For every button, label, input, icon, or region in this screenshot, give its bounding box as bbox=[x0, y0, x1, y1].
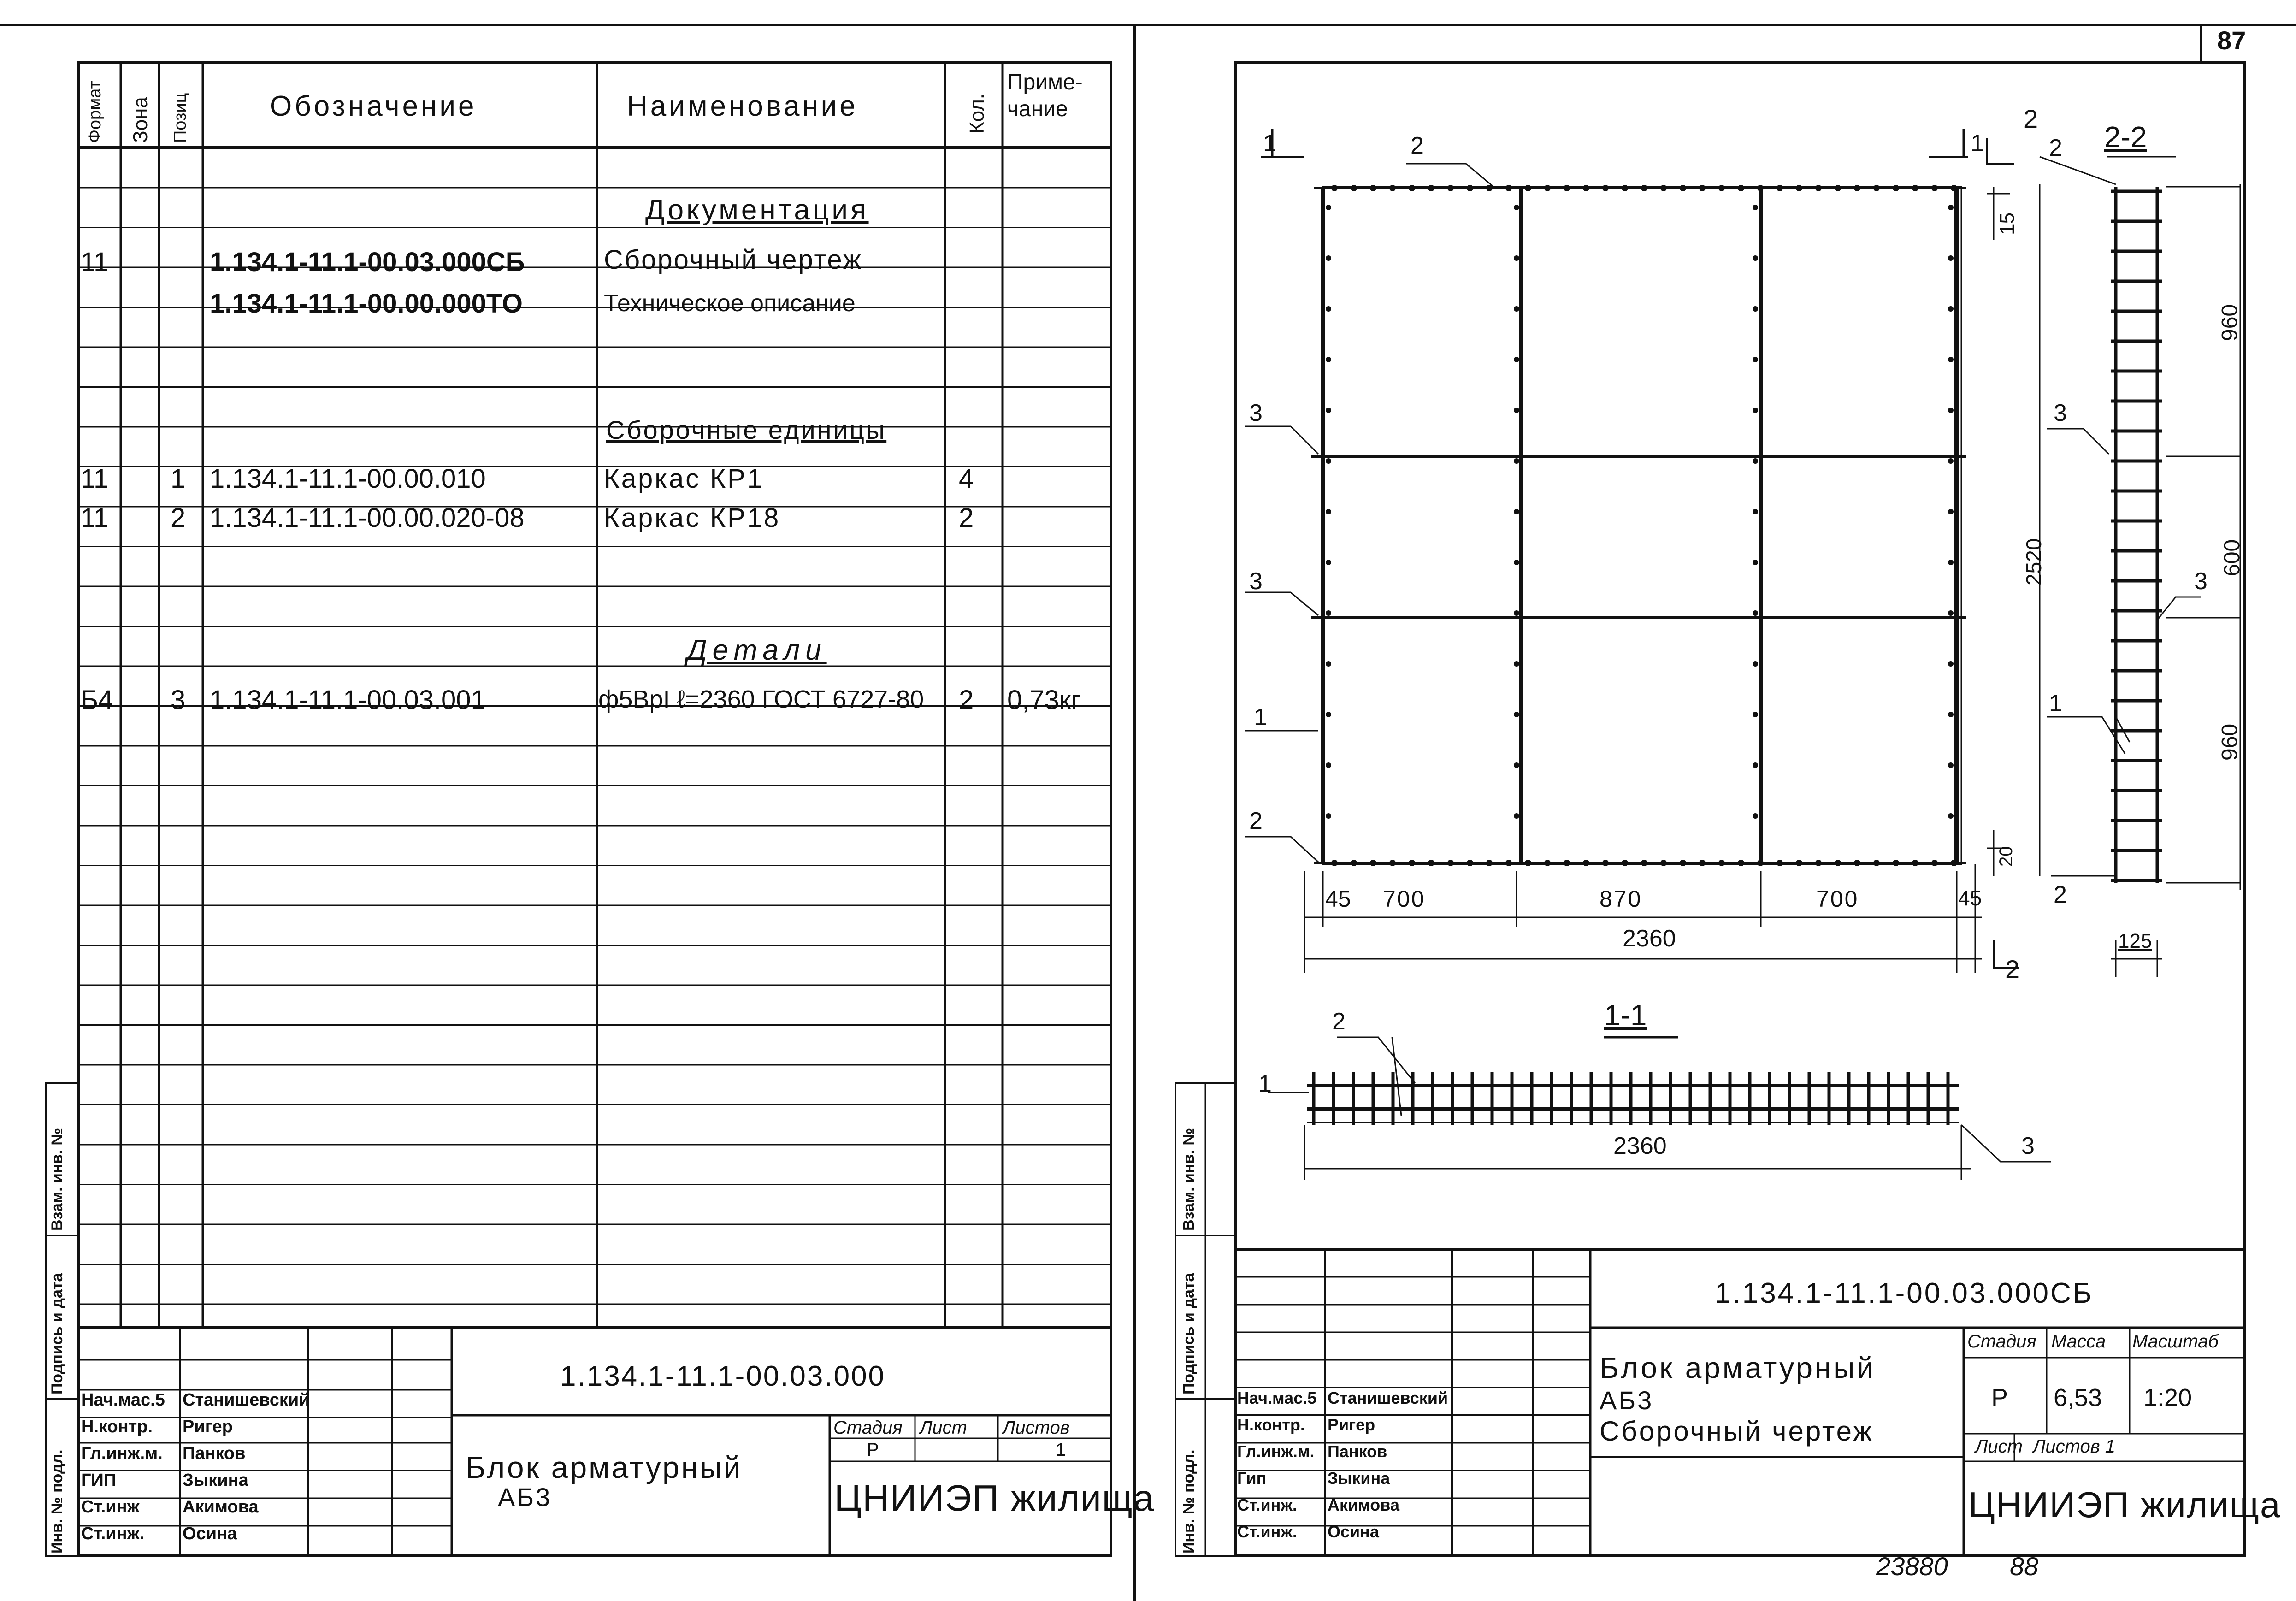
rebar-dot bbox=[1753, 712, 1758, 717]
rebar-dot bbox=[1718, 860, 1725, 866]
section-documentation: Документация bbox=[645, 194, 869, 226]
header-designation: Обозначение bbox=[270, 90, 477, 122]
rebar-dot bbox=[1514, 255, 1519, 261]
rebar-dot bbox=[1331, 860, 1338, 866]
rebar-dot bbox=[1753, 762, 1758, 768]
rebar-dot bbox=[1514, 205, 1519, 210]
rebar-dot bbox=[1777, 185, 1783, 191]
section-assembly-units: Сборочные единицы bbox=[606, 415, 887, 444]
side-label-inv-left: Инв. № подл. bbox=[48, 1449, 66, 1554]
title-block-role: Н.контр. bbox=[1237, 1415, 1305, 1434]
rebar-dot bbox=[1602, 185, 1609, 191]
row3-designation: 1.134.1-11.1-00.00.010 bbox=[210, 464, 486, 494]
title-block-role: Нач.мас.5 bbox=[81, 1390, 165, 1410]
rebar-dot bbox=[1948, 813, 1954, 819]
side-label-sign-right: Подпись и дата bbox=[1180, 1273, 1198, 1394]
rebar-dot bbox=[1602, 860, 1609, 866]
rebar-dot bbox=[1699, 860, 1706, 866]
rebar-dot bbox=[1467, 860, 1473, 866]
rebar-dot bbox=[1326, 560, 1331, 565]
callout-1-sec11: 1 bbox=[1258, 1070, 1272, 1097]
row4-pos: 2 bbox=[171, 503, 186, 533]
callout-3-plan-b: 3 bbox=[1249, 568, 1263, 595]
rebar-dot bbox=[1815, 185, 1822, 191]
title-block-person-name: Осина bbox=[1328, 1522, 1379, 1541]
side-label-replace-right: Взам. инв. № bbox=[1180, 1128, 1198, 1231]
title-block-role: Н.контр. bbox=[81, 1417, 153, 1436]
rebar-dot bbox=[1326, 610, 1331, 616]
rebar-dot bbox=[1660, 185, 1667, 191]
rebar-dot bbox=[1948, 762, 1954, 768]
rebar-dot bbox=[1948, 560, 1954, 565]
left-tb-sheets: 1 bbox=[1056, 1440, 1066, 1460]
rebar-dot bbox=[1505, 860, 1512, 866]
right-tb-mass-label: Масса bbox=[2051, 1331, 2106, 1352]
dim-600: 600 bbox=[2220, 539, 2244, 576]
rebar-dot bbox=[1753, 357, 1758, 362]
dim-960-bottom: 960 bbox=[2218, 723, 2242, 761]
row3-qty: 4 bbox=[959, 464, 974, 494]
rebar-dot bbox=[1514, 813, 1519, 819]
callout-2-plan-top: 2 bbox=[1411, 132, 1424, 159]
rebar-dot bbox=[1948, 205, 1954, 210]
rebar-dot bbox=[1641, 185, 1647, 191]
right-tb-stage: Р bbox=[1991, 1384, 2008, 1412]
rebar-dot bbox=[1447, 185, 1454, 191]
row5-qty: 2 bbox=[959, 685, 974, 715]
row1-name: Сборочный чертеж bbox=[604, 245, 862, 275]
rebar-dot bbox=[1544, 860, 1551, 866]
rebar-dot bbox=[1948, 712, 1954, 717]
rebar-dot bbox=[1753, 408, 1758, 413]
rebar-dot bbox=[1351, 860, 1357, 866]
header-position: Позиц bbox=[171, 93, 190, 143]
left-tb-org: ЦНИИЭП жилища bbox=[834, 1477, 1155, 1518]
section-mark-2-bottom: 2 bbox=[2005, 955, 2020, 984]
rebar-dot bbox=[1326, 762, 1331, 768]
section-mark-1-right: 1 bbox=[1971, 130, 1984, 157]
title-block-role: Ст.инж bbox=[81, 1497, 140, 1517]
rebar-dot bbox=[1893, 860, 1899, 866]
rebar-dot bbox=[1835, 860, 1841, 866]
rebar-dot bbox=[1389, 860, 1396, 866]
rebar-dot bbox=[1753, 205, 1758, 210]
rebar-dot bbox=[1796, 185, 1802, 191]
left-tb-stage: Р bbox=[867, 1440, 879, 1460]
rebar-dot bbox=[1514, 762, 1519, 768]
rebar-dot bbox=[1486, 860, 1493, 866]
dim-45-left: 45 bbox=[1325, 886, 1351, 912]
header-zone: Зона bbox=[129, 97, 152, 143]
header-name: Наименование bbox=[627, 90, 858, 122]
rebar-dot bbox=[1428, 860, 1434, 866]
rebar-dot bbox=[1948, 306, 1954, 312]
header-qty: Кол. bbox=[966, 93, 988, 134]
side-label-inv-right: Инв. № подл. bbox=[1180, 1449, 1198, 1554]
title-block-role: ГИП bbox=[81, 1471, 117, 1490]
rebar-dot bbox=[1564, 860, 1570, 866]
rebar-dot bbox=[1514, 408, 1519, 413]
rebar-dot bbox=[1873, 185, 1880, 191]
callout-2-sec22-bottom: 2 bbox=[2054, 881, 2067, 908]
side-label-replace-left: Взам. инв. № bbox=[48, 1128, 66, 1231]
row1-designation: 1.134.1-11.1-00.03.000СБ bbox=[210, 247, 525, 277]
plan-view bbox=[1245, 129, 2040, 973]
rebar-dot bbox=[1641, 860, 1647, 866]
right-tb-stage-label: Стадия bbox=[1967, 1331, 2036, 1352]
row3-format: 11 bbox=[81, 464, 109, 494]
rebar-dot bbox=[1326, 408, 1331, 413]
header-note: Приме-чание bbox=[1007, 70, 1083, 121]
rebar-dot bbox=[1777, 860, 1783, 866]
rebar-dot bbox=[1948, 458, 1954, 464]
rebar-dot bbox=[1326, 509, 1331, 514]
rebar-dot bbox=[1583, 185, 1589, 191]
rebar-dot bbox=[1660, 860, 1667, 866]
page-number: 87 bbox=[2217, 26, 2246, 55]
rebar-dot bbox=[1514, 661, 1519, 667]
rebar-dot bbox=[1753, 661, 1758, 667]
title-block-person-name: Акимова bbox=[1328, 1495, 1399, 1514]
title-block-role: Ст.инж. bbox=[1237, 1522, 1297, 1541]
rebar-dot bbox=[1370, 185, 1376, 191]
right-tb-scale-label: Масштаб bbox=[2132, 1331, 2219, 1352]
rebar-dot bbox=[1757, 185, 1764, 191]
rebar-dot bbox=[1753, 560, 1758, 565]
dim-960-top: 960 bbox=[2218, 304, 2242, 341]
callout-1-plan: 1 bbox=[1254, 704, 1267, 731]
title-block-role: Ст.инж. bbox=[1237, 1495, 1297, 1514]
rebar-dot bbox=[1738, 860, 1744, 866]
rebar-dot bbox=[1835, 185, 1841, 191]
dim-20: 20 bbox=[1996, 846, 2016, 867]
rebar-dot bbox=[1738, 185, 1744, 191]
title-block-role: Гип bbox=[1237, 1469, 1267, 1488]
rebar-dot bbox=[1948, 408, 1954, 413]
rebar-dot bbox=[1326, 813, 1331, 819]
dim-870: 870 bbox=[1600, 886, 1642, 912]
section-2-2-title: 2-2 bbox=[2104, 120, 2147, 154]
dim-2520: 2520 bbox=[2022, 538, 2046, 585]
section-details: Детали bbox=[687, 634, 827, 666]
section-1-1-title: 1-1 bbox=[1604, 998, 1647, 1032]
rebar-dot bbox=[1931, 860, 1938, 866]
row5-pos: 3 bbox=[171, 685, 186, 715]
rebar-dot bbox=[1409, 185, 1415, 191]
rebar-dot bbox=[1326, 357, 1331, 362]
left-tb-designation: 1.134.1-11.1-00.03.000 bbox=[560, 1360, 886, 1392]
rebar-dot bbox=[1873, 860, 1880, 866]
rebar-dot bbox=[1680, 860, 1686, 866]
rebar-dot bbox=[1951, 185, 1957, 191]
dim-2360-plan: 2360 bbox=[1623, 925, 1676, 952]
dim-15: 15 bbox=[1996, 213, 2019, 235]
left-tb-sheets-label: Листов bbox=[1003, 1418, 1070, 1438]
rebar-dot bbox=[1514, 509, 1519, 514]
rebar-dot bbox=[1951, 860, 1957, 866]
rebar-dot bbox=[1326, 306, 1331, 312]
rebar-dot bbox=[1753, 610, 1758, 616]
rebar-dot bbox=[1428, 185, 1434, 191]
rebar-dot bbox=[1948, 255, 1954, 261]
title-block-person-name: Ригер bbox=[1328, 1415, 1375, 1434]
row1-format: 11 bbox=[81, 247, 109, 277]
row5-name: ф5ВрI ℓ=2360 ГОСТ 6727-80 bbox=[598, 685, 924, 713]
right-tb-title2: АБ3 bbox=[1600, 1386, 1654, 1415]
rebar-dot bbox=[1326, 458, 1331, 464]
left-tb-stage-label: Стадия bbox=[833, 1418, 903, 1438]
row4-qty: 2 bbox=[959, 503, 974, 533]
title-block-role: Ст.инж. bbox=[81, 1524, 145, 1543]
rebar-dot bbox=[1796, 860, 1802, 866]
rebar-dot bbox=[1564, 185, 1570, 191]
title-block-role: Нач.мас.5 bbox=[1237, 1388, 1317, 1407]
rebar-dot bbox=[1326, 661, 1331, 667]
right-tb-mass: 6,53 bbox=[2054, 1384, 2102, 1412]
dim-45-right: 45 bbox=[1958, 886, 1982, 910]
callout-1-sec22: 1 bbox=[2049, 690, 2062, 717]
rebar-dot bbox=[1622, 185, 1628, 191]
row3-pos: 1 bbox=[171, 464, 186, 494]
rebar-dot bbox=[1370, 860, 1376, 866]
row4-format: 11 bbox=[81, 503, 109, 533]
title-block-person-name: Осина bbox=[183, 1524, 237, 1543]
rebar-dot bbox=[1753, 813, 1758, 819]
rebar-dot bbox=[1583, 860, 1589, 866]
rebar-dot bbox=[1757, 860, 1764, 866]
title-block-person-name: Зыкина bbox=[1328, 1469, 1390, 1488]
rebar-dot bbox=[1514, 610, 1519, 616]
section-mark-2-top: 2 bbox=[2024, 104, 2038, 133]
rebar-dot bbox=[1680, 185, 1686, 191]
rebar-dot bbox=[1948, 509, 1954, 514]
section-mark-1-left: 1 bbox=[1263, 130, 1276, 157]
title-block-person-name: Станишевский bbox=[1328, 1388, 1448, 1407]
row4-name: Каркас КР18 bbox=[604, 503, 781, 533]
rebar-dot bbox=[1753, 306, 1758, 312]
callout-2-plan-bottom: 2 bbox=[1249, 808, 1263, 834]
callout-3-plan-a: 3 bbox=[1249, 400, 1263, 426]
rebar-dot bbox=[1389, 185, 1396, 191]
title-block-person-name: Панков bbox=[1328, 1442, 1387, 1461]
rebar-dot bbox=[1544, 185, 1551, 191]
right-tb-org: ЦНИИЭП жилища bbox=[1968, 1484, 2281, 1525]
rebar-dot bbox=[1505, 185, 1512, 191]
rebar-dot bbox=[1753, 255, 1758, 261]
rebar-dot bbox=[1912, 860, 1918, 866]
rebar-dot bbox=[1948, 610, 1954, 616]
left-tb-title1: Блок арматурный bbox=[466, 1450, 743, 1484]
rebar-dot bbox=[1699, 185, 1706, 191]
row2-name: Техническое описание bbox=[604, 290, 856, 317]
row5-format: Б4 bbox=[81, 685, 113, 715]
callout-2-sec11: 2 bbox=[1332, 1008, 1346, 1035]
callout-3-sec22: 3 bbox=[2054, 400, 2067, 426]
title-block-role: Гл.инж.м. bbox=[1237, 1442, 1315, 1461]
title-block-role: Гл.инж.м. bbox=[81, 1444, 163, 1463]
rebar-dot bbox=[1753, 509, 1758, 514]
left-tb-title2: АБ3 bbox=[498, 1483, 552, 1512]
callout-3-sec22-right: 3 bbox=[2194, 568, 2207, 595]
rebar-dot bbox=[1447, 860, 1454, 866]
header-format: Формат bbox=[85, 81, 105, 143]
rebar-dot bbox=[1326, 255, 1331, 261]
side-label-sign-left: Подпись и дата bbox=[48, 1273, 66, 1394]
rebar-dot bbox=[1514, 560, 1519, 565]
rebar-dot bbox=[1912, 185, 1918, 191]
title-block-person-name: Станишевский bbox=[183, 1390, 310, 1410]
title-block-person-name: Ригер bbox=[183, 1417, 233, 1436]
rebar-dot bbox=[1514, 712, 1519, 717]
callout-3-sec11: 3 bbox=[2021, 1133, 2035, 1159]
rebar-dot bbox=[1854, 860, 1860, 866]
rebar-dot bbox=[1326, 205, 1331, 210]
dim-2360-sec11: 2360 bbox=[1613, 1133, 1667, 1159]
rebar-dot bbox=[1514, 458, 1519, 464]
rebar-dot bbox=[1331, 185, 1338, 191]
dim-700-left: 700 bbox=[1383, 886, 1426, 912]
dim-125: 125 bbox=[2118, 930, 2152, 952]
rebar-dot bbox=[1514, 357, 1519, 362]
row3-name: Каркас КР1 bbox=[604, 464, 764, 494]
dim-700-right: 700 bbox=[1816, 886, 1859, 912]
rebar-dot bbox=[1622, 860, 1628, 866]
title-block-person-name: Акимова bbox=[183, 1497, 259, 1517]
rebar-dot bbox=[1514, 306, 1519, 312]
rebar-dot bbox=[1854, 185, 1860, 191]
row4-designation: 1.134.1-11.1-00.00.020-08 bbox=[210, 503, 525, 533]
callout-2-sec22-top: 2 bbox=[2049, 135, 2062, 161]
rebar-dot bbox=[1467, 185, 1473, 191]
rebar-dot bbox=[1753, 458, 1758, 464]
rebar-dot bbox=[1351, 185, 1357, 191]
rebar-dot bbox=[1409, 860, 1415, 866]
rebar-dot bbox=[1931, 185, 1938, 191]
rebar-dot bbox=[1525, 185, 1531, 191]
right-tb-designation: 1.134.1-11.1-00.03.000СБ bbox=[1715, 1277, 2094, 1309]
rebar-dot bbox=[1948, 661, 1954, 667]
right-tb-sheet-label: Лист bbox=[1975, 1436, 2023, 1457]
title-block-person-name: Зыкина bbox=[183, 1471, 248, 1490]
rebar-dot bbox=[1326, 712, 1331, 717]
rebar-dot bbox=[1948, 357, 1954, 362]
row5-designation: 1.134.1-11.1-00.03.001 bbox=[210, 685, 486, 715]
rebar-dot bbox=[1718, 185, 1725, 191]
right-tb-sheets-label: Листов 1 bbox=[2033, 1436, 2116, 1457]
rebar-dot bbox=[1815, 860, 1822, 866]
right-tb-title1: Блок арматурный bbox=[1600, 1351, 1876, 1384]
row5-note: 0,73кг bbox=[1007, 685, 1081, 715]
right-tb-title3: Сборочный чертеж bbox=[1600, 1416, 1874, 1447]
right-tb-scale: 1:20 bbox=[2143, 1384, 2192, 1412]
title-block-person-name: Панков bbox=[183, 1444, 246, 1463]
bottom-number-1: 23880 bbox=[1876, 1552, 1948, 1581]
rebar-dot bbox=[1486, 185, 1493, 191]
left-tb-sheet-label: Лист bbox=[920, 1418, 967, 1438]
bottom-number-2: 88 bbox=[2010, 1552, 2039, 1581]
rebar-dot bbox=[1893, 185, 1899, 191]
rebar-dot bbox=[1525, 860, 1531, 866]
row2-designation: 1.134.1-11.1-00.00.000ТО bbox=[210, 289, 523, 319]
